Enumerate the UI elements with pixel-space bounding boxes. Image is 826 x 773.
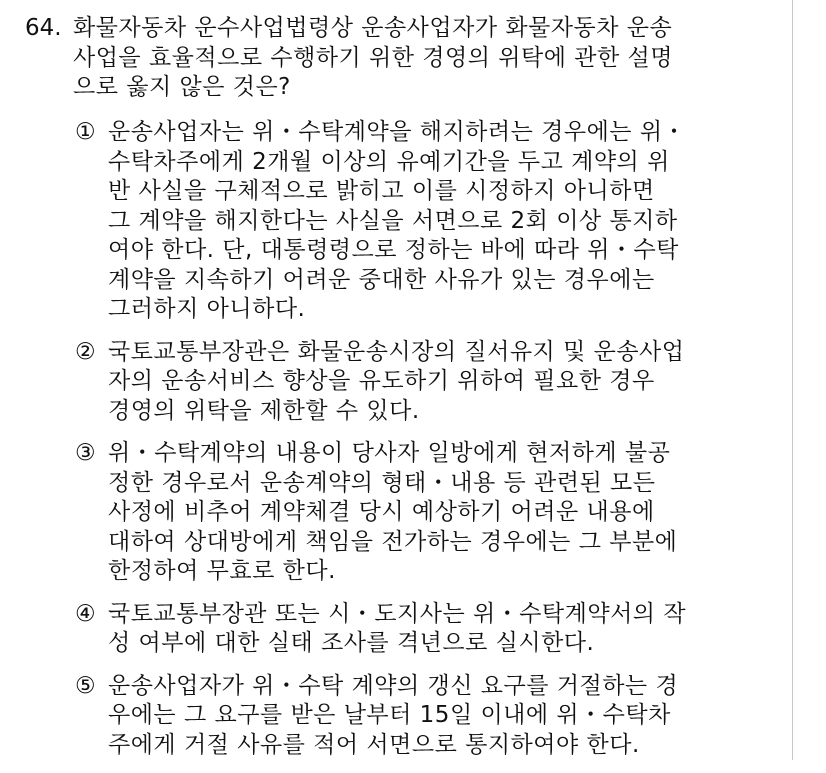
- option-marker: ③: [75, 440, 96, 466]
- option-line: 주에게 거절 사유를 적어 서면으로 통지하여야 한다.: [108, 731, 640, 758]
- option-line: 정한 경우로서 운송계약의 형태・내용 등 관련된 모든: [108, 469, 656, 496]
- option-line: 대하여 상대방에게 책임을 전가하는 경우에는 그 부분에: [108, 528, 678, 555]
- option-line: 그 계약을 해지한다는 사실을 서면으로 2회 이상 통지하: [108, 207, 678, 234]
- option-line: 한정하여 무효로 한다.: [108, 558, 336, 584]
- option-line: 자의 운송서비스 향상을 유도하기 위하여 필요한 경우: [108, 368, 655, 394]
- option-line: 경영의 위탁을 제한할 수 있다.: [108, 397, 420, 424]
- option-line: 반 사실을 구체적으로 밝히고 이를 시정하지 아니하면: [108, 178, 655, 204]
- option-4[interactable]: [75, 600, 785, 659]
- option-1[interactable]: [75, 118, 785, 325]
- option-2[interactable]: [75, 338, 785, 427]
- question-number: 64.: [25, 15, 62, 41]
- page-margin-rule: [792, 0, 793, 760]
- option-line: 우에는 그 요구를 받은 날부터 15일 이내에 위・수탁차: [108, 702, 671, 728]
- option-text: [108, 118, 785, 325]
- option-marker: ②: [75, 338, 96, 365]
- option-line: 국토교통부장관은 화물운송시장의 질서유지 및 운송사업: [108, 338, 685, 365]
- option-line: 운송사업자가 위・수탁 계약의 갱신 요구를 거절하는 경: [108, 672, 679, 699]
- question-64: [25, 14, 785, 103]
- option-marker: ⑤: [75, 672, 96, 699]
- question-line: 화물자동차 운수사업법령상 운송사업자가 화물자동차 운송: [73, 15, 673, 41]
- option-line: 수탁차주에게 2개월 이상의 유예기간을 두고 계약의 위: [108, 148, 670, 175]
- question-line: 사업을 효율적으로 수행하기 위한 경영의 위탁에 관한 설명: [73, 44, 673, 71]
- option-line: 계약을 지속하기 어려운 중대한 사유가 있는 경우에는: [108, 266, 655, 293]
- option-text: [108, 600, 785, 659]
- option-text: [108, 338, 785, 427]
- option-line: 국토교통부장관 또는 시・도지사는 위・수탁계약서의 작: [108, 600, 687, 627]
- option-marker: ①: [75, 119, 96, 145]
- option-text: [108, 672, 785, 761]
- option-3[interactable]: [75, 439, 785, 587]
- question-line: 으로 옳지 않은 것은?: [73, 74, 291, 100]
- option-line: 위・수탁계약의 내용이 당사자 일방에게 현저하게 불공: [108, 440, 671, 466]
- option-line: 사정에 비추어 계약체결 당시 예상하기 어려운 내용에: [108, 499, 655, 525]
- answer-options: [75, 118, 785, 773]
- option-text: [108, 439, 785, 587]
- option-line: 그러하지 아니하다.: [108, 296, 306, 322]
- question-stem: [73, 14, 785, 103]
- option-5[interactable]: [75, 672, 785, 761]
- option-line: 여야 한다. 단, 대통령령으로 정하는 바에 따라 위・수탁: [108, 237, 679, 263]
- option-line: 운송사업자는 위・수탁계약을 해지하려는 경우에는 위・: [108, 119, 687, 145]
- option-line: 성 여부에 대한 실태 조사를 격년으로 실시한다.: [108, 630, 595, 656]
- option-marker: ④: [75, 600, 96, 627]
